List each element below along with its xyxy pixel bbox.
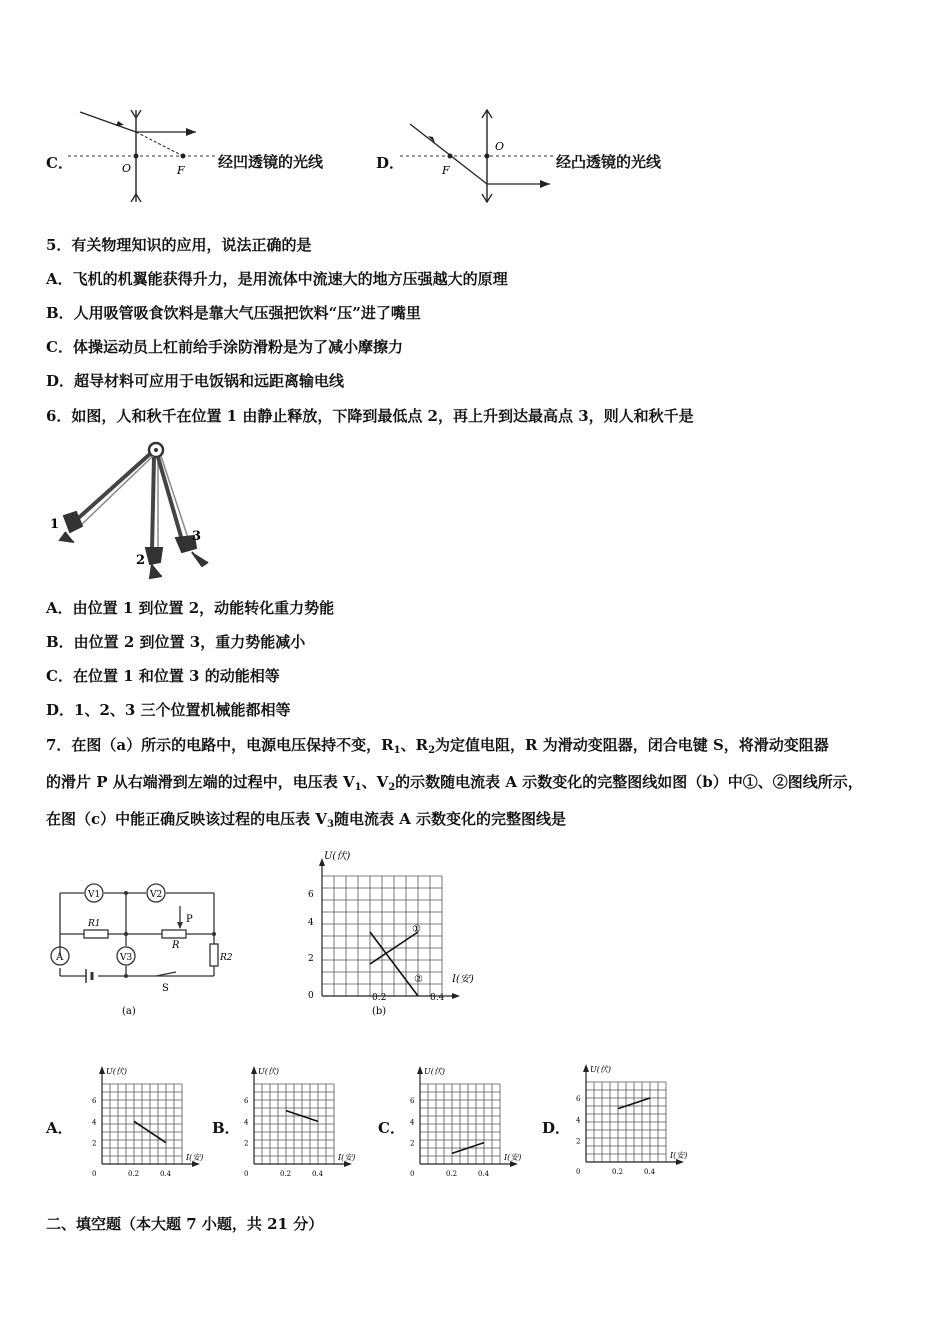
- q4-option-c-label: C．: [46, 154, 73, 172]
- circuit-r-label: R: [172, 940, 180, 951]
- choice-graph-a-ylabel: U(伏): [106, 1067, 127, 1076]
- choice-graph-a: [86, 1064, 216, 1179]
- choice-graph-c-ytick-6: 6: [410, 1097, 415, 1105]
- concave-lens-diagram: [68, 106, 218, 206]
- circuit-r1-label: R1: [88, 919, 101, 929]
- graph-b-grid: [322, 876, 442, 996]
- choice-graph-b-xtick-02: 0.2: [280, 1170, 292, 1178]
- circuit-v1-label: V1: [88, 890, 101, 900]
- choice-graph-c-ytick-2: 2: [410, 1139, 415, 1148]
- graph-b: [300, 846, 480, 1021]
- choice-graph-d-xlabel: I(安): [670, 1151, 688, 1160]
- choice-graph-a-xlabel: I(安): [186, 1153, 204, 1162]
- lens-c-o-label: O: [122, 162, 132, 175]
- choice-graph-d-y-arrow: [583, 1064, 589, 1072]
- graph-b-ytick-4: 4: [308, 918, 314, 928]
- choice-graph-d-ytick-4: 4: [576, 1116, 581, 1125]
- q4-option-d-caption: 经凸透镜的光线: [556, 153, 662, 171]
- choice-graph-b-ytick-4: 4: [244, 1118, 249, 1127]
- graph-b-x-arrow: [452, 993, 460, 999]
- choice-graph-b-ytick-6: 6: [244, 1097, 249, 1105]
- swing-position-2: 2: [136, 553, 146, 568]
- convex-lens-diagram: [400, 106, 555, 206]
- lens-c-f-label: F: [177, 164, 185, 177]
- choice-graph-d-ylabel: U(伏): [590, 1065, 611, 1074]
- choice-graph-b-origin: 0: [244, 1170, 249, 1178]
- graph-b-xlabel: I(安): [452, 974, 474, 985]
- circuit-s-label: S: [162, 983, 169, 994]
- q7-choice-b-label: B．: [212, 1119, 240, 1137]
- circuit-r2-label: R2: [220, 953, 233, 963]
- graph-b-ytick-6: 6: [308, 890, 314, 900]
- lens-d-o-label: O: [495, 140, 505, 153]
- choice-graph-b-ylabel: U(伏): [258, 1067, 279, 1076]
- graph-b-curve1-label: ①: [412, 924, 421, 935]
- choice-graph-b: [238, 1064, 368, 1179]
- q5-option-b: B．人用吸管吸食饮料是靠大气压强把饮料“压”进了嘴里: [46, 304, 421, 322]
- q4-option-d-label: D．: [376, 154, 405, 172]
- choice-graph-d-origin: 0: [576, 1168, 581, 1176]
- choice-graph-d-ytick-6: 6: [576, 1095, 581, 1103]
- q6-option-c: C．在位置 1 和位置 3 的动能相等: [46, 667, 280, 685]
- choice-graph-c-origin: 0: [410, 1170, 415, 1178]
- q5-option-d: D．超导材料可应用于电饭锅和远距离输电线: [46, 372, 345, 390]
- choice-graph-a-ytick-2: 2: [92, 1139, 97, 1148]
- graph-b-origin: 0: [308, 991, 314, 1001]
- q4-option-c-caption: 经凹透镜的光线: [218, 153, 324, 171]
- choice-graph-c: [404, 1064, 534, 1179]
- choice-graph-a-grid: [102, 1084, 182, 1164]
- choice-graph-c-grid: [420, 1084, 500, 1164]
- choice-graph-c-xtick-04: 0.4: [478, 1170, 490, 1178]
- circuit-ammeter-label: A: [56, 952, 64, 963]
- q5-option-c: C．体操运动员上杠前给手涂防滑粉是为了减小摩擦力: [46, 338, 403, 356]
- lens-d-f-label: F: [442, 164, 450, 177]
- circuit-v3-label: V3: [120, 953, 133, 963]
- choice-graph-c-ytick-4: 4: [410, 1118, 415, 1127]
- graph-b-curve2-label: ②: [414, 974, 423, 985]
- choice-graph-c-ylabel: U(伏): [424, 1067, 445, 1076]
- q6-option-b: B．由位置 2 到位置 3，重力势能减小: [46, 633, 306, 651]
- choice-graph-b-xlabel: I(安): [338, 1153, 356, 1162]
- choice-graph-d-grid: [586, 1082, 666, 1162]
- choice-graph-a-ytick-4: 4: [92, 1118, 97, 1127]
- graph-b-xtick-04: 0.4: [430, 993, 445, 1003]
- circuit-diagram-a: [46, 876, 236, 1021]
- choice-graph-a-origin: 0: [92, 1170, 97, 1178]
- choice-graph-c-xtick-02: 0.2: [446, 1170, 458, 1178]
- choice-graph-b-xtick-04: 0.4: [312, 1170, 324, 1178]
- section-2-heading: 二、填空题（本大题 7 小题，共 21 分）: [46, 1215, 324, 1233]
- choice-graph-c-xlabel: I(安): [504, 1153, 522, 1162]
- choice-graph-d-ytick-2: 2: [576, 1137, 581, 1146]
- swing-position-1: 1: [50, 517, 60, 532]
- graph-b-ytick-2: 2: [308, 954, 314, 964]
- choice-graph-a-ytick-6: 6: [92, 1097, 97, 1105]
- graph-b-ylabel: U(伏): [324, 851, 351, 862]
- q5-stem: 5．有关物理知识的应用，说法正确的是: [46, 236, 312, 254]
- circuit-caption: (a): [122, 1006, 136, 1017]
- choice-graph-d-xtick-04: 0.4: [644, 1168, 656, 1176]
- q7-stem-line1: 7．在图（a）所示的电路中，电源电压保持不变，$R_1$、$R_2$为定值电阻，R 为滑动变阻器，闭合电键 S，将滑动变阻器: [46, 736, 829, 756]
- choice-graph-a-xtick-02: 0.2: [128, 1170, 140, 1178]
- choice-graph-b-ytick-2: 2: [244, 1139, 249, 1148]
- swing-diagram: [46, 436, 216, 586]
- choice-graph-a-xtick-04: 0.4: [160, 1170, 172, 1178]
- q5-option-a: A．飞机的机翼能获得升力，是用流体中流速大的地方压强越大的原理: [46, 270, 508, 288]
- q7-choice-a-label: A．: [46, 1119, 73, 1137]
- choice-graph-c-y-arrow: [417, 1066, 423, 1074]
- circuit-p-label: P: [186, 914, 193, 925]
- choice-graph-d: [570, 1048, 700, 1178]
- graph-b-caption: (b): [372, 1006, 387, 1017]
- choice-graph-d-xtick-02: 0.2: [612, 1168, 624, 1176]
- q7-stem-line2: 的滑片 P 从右端滑到左端的过程中，电压表 $V_1$、$V_2$的示数随电流表 A 示数变化的完整图线如图（b）中①、②图线所示，: [46, 773, 863, 793]
- choice-graph-b-grid: [254, 1084, 334, 1164]
- q7-choice-c-label: C．: [378, 1119, 405, 1137]
- q7-choice-d-label: D．: [542, 1119, 571, 1137]
- circuit-v2-label: V2: [150, 890, 163, 900]
- choice-graph-b-y-arrow: [251, 1066, 257, 1074]
- choice-graph-a-y-arrow: [99, 1066, 105, 1074]
- graph-b-xtick-02: 0.2: [372, 993, 387, 1003]
- swing-position-3: 3: [192, 529, 202, 544]
- q6-option-d: D．1、2、3 三个位置机械能都相等: [46, 701, 291, 719]
- q7-stem-line3: 在图（c）中能正确反映该过程的电压表 $V_3$随电流表 A 示数变化的完整图线是: [46, 810, 567, 830]
- q6-stem: 6．如图，人和秋千在位置 1 由静止释放，下降到最低点 2，再上升到达最高点 3，则人和秋千是: [46, 407, 694, 425]
- q6-option-a: A．由位置 1 到位置 2，动能转化重力势能: [46, 599, 335, 617]
